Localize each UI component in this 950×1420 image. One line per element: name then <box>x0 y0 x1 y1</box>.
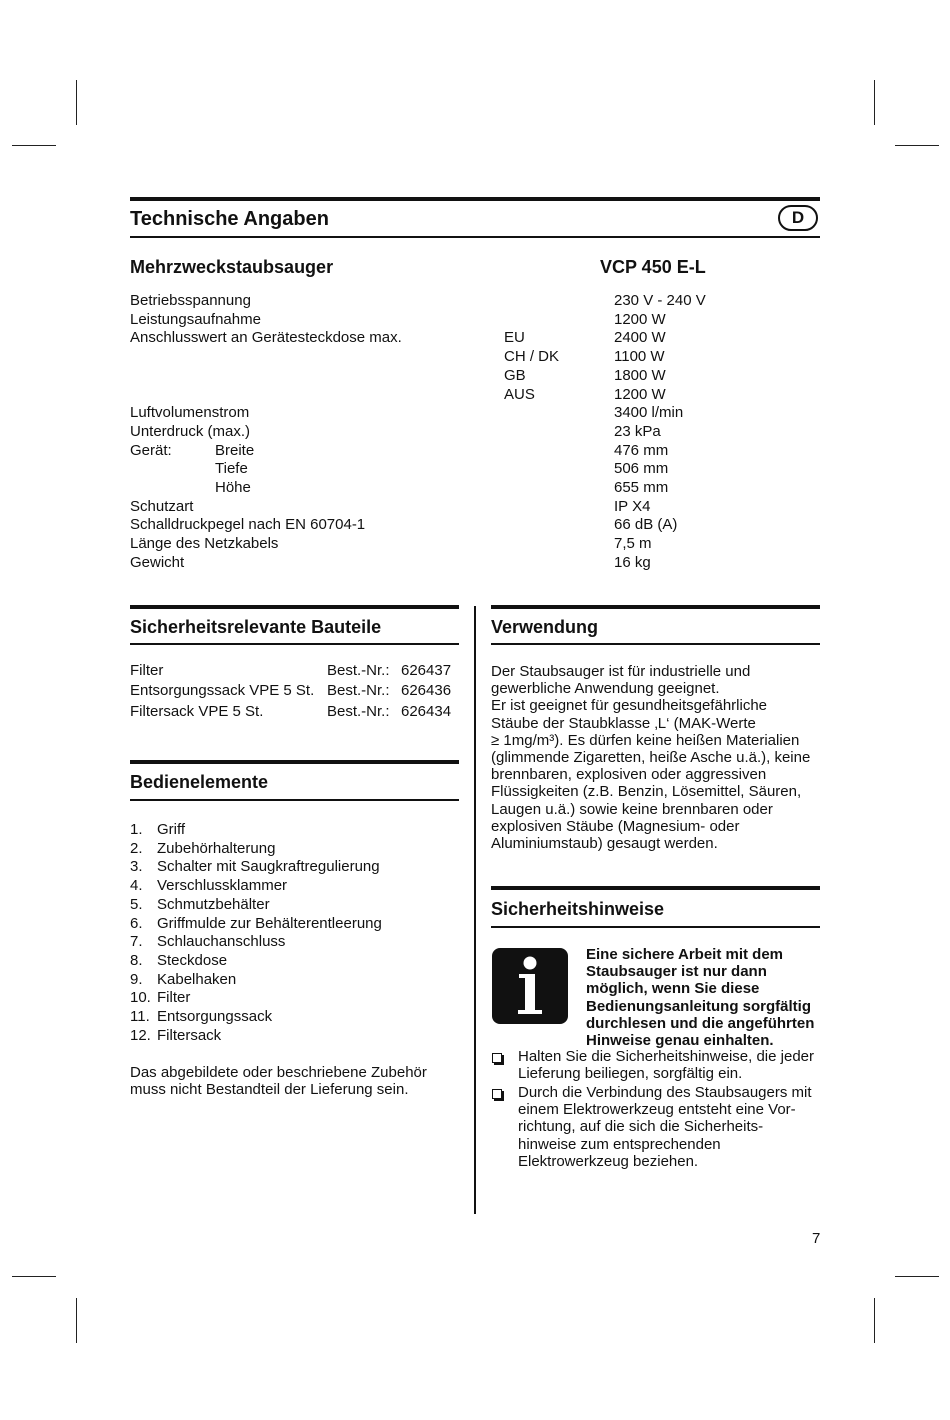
list-item-number: 12. <box>130 1026 151 1044</box>
intro-line: Staubsauger ist nur dann <box>586 963 767 981</box>
spec-value: 1200 W <box>614 310 666 328</box>
crop-mark <box>12 1276 56 1277</box>
list-item: Filter <box>157 989 191 1007</box>
crop-mark <box>874 1298 875 1343</box>
usage-text <box>491 663 810 852</box>
product-type-heading: Mehrzweckstaubsauger <box>130 257 334 277</box>
spec-sublabel: Tiefe <box>215 460 248 478</box>
spec-value: 2400 W <box>614 329 666 347</box>
bullet-line: hinweise zum entsprechenden <box>518 1135 721 1153</box>
spec-label: Anschlusswert an Gerätesteckdose max. <box>130 329 402 347</box>
spec-value: 506 mm <box>614 460 669 478</box>
usage-line: ≥ 1mg/m³). Es dürfen keine heißen Materialien <box>491 731 800 749</box>
spec-region: CH / DK <box>504 348 560 366</box>
list-item: Schlauchanschluss <box>157 933 286 951</box>
list-item: Verschlussklammer <box>157 877 288 895</box>
note-line: Das abgebildete oder beschriebene Zubehör <box>130 1064 427 1081</box>
bullet-line: Halten Sie die Sicherheitshinweise, die jeder <box>518 1048 815 1065</box>
note-line: muss nicht Bestandteil der Lieferung sein. <box>130 1081 409 1099</box>
information-icon <box>492 948 568 1024</box>
section-rule <box>130 605 459 609</box>
bullet-line: richtung, auf die sich die Sicherheits- <box>518 1118 764 1136</box>
section-rule <box>491 643 820 645</box>
section-rule <box>130 760 459 764</box>
list-item: Schalter mit Saugkraftregulierung <box>157 858 380 876</box>
bullet-line: Lieferung beiliegen, sorgfältig ein. <box>518 1065 743 1083</box>
spec-label: Schutzart <box>130 497 194 515</box>
spec-value: 655 mm <box>614 479 669 496</box>
safety-parts-heading: Sicherheitsrelevante Bauteile <box>130 617 382 637</box>
spec-value: 3400 l/min <box>614 404 684 422</box>
spec-label: Gewicht <box>130 553 185 571</box>
spec-label: Leistungsaufnahme <box>130 310 261 328</box>
list-item-number: 5. <box>130 895 143 913</box>
list-item-number: 8. <box>130 951 143 969</box>
accessory-note <box>130 1064 427 1098</box>
list-item-number: 4. <box>130 877 143 895</box>
spec-value: 23 kPa <box>614 422 661 440</box>
spec-label: Gerät: <box>130 441 172 459</box>
spec-value: 1200 W <box>614 385 666 403</box>
part-name: Filter <box>130 662 164 679</box>
language-badge: D <box>778 205 818 231</box>
section-rule <box>130 799 459 801</box>
spec-value: 7,5 m <box>614 535 652 553</box>
crop-mark <box>12 145 56 146</box>
spec-label: Unterdruck (max.) <box>130 422 251 440</box>
list-item-number: 11. <box>130 1008 150 1025</box>
crop-mark <box>76 1298 77 1343</box>
list-item-number: 7. <box>130 933 143 951</box>
usage-line: Flüssigkeiten (z.B. Benzin, Lösemittel, Säuren, <box>491 783 802 801</box>
spec-label: Betriebsspannung <box>130 292 251 309</box>
list-item: Kabelhaken <box>157 970 237 988</box>
model-heading: VCP 450 E-L <box>600 257 706 277</box>
usage-line: Stäube der Staubklasse ‚L‘ (MAK-Werte <box>491 714 756 732</box>
checkbox-bullet-icon <box>492 1053 502 1063</box>
list-item-number: 9. <box>130 970 143 988</box>
intro-line: Hinweise genau einhalten. <box>586 1032 774 1050</box>
part-order-label: Best.-Nr.: <box>327 682 390 700</box>
usage-line: (glimmende Zigaretten, heiße Asche u.ä.), keine <box>491 749 811 767</box>
spec-sublabel: Höhe <box>215 479 251 496</box>
section-rule <box>491 605 820 609</box>
section-rule <box>491 886 820 890</box>
spec-value: 66 dB (A) <box>614 516 678 534</box>
part-number: 626437 <box>401 662 452 679</box>
list-item: Griffmulde zur Behälterentleerung <box>157 914 382 932</box>
crop-mark <box>874 80 875 125</box>
usage-line: Er ist geeignet für gesundheitsgefährliche <box>491 697 768 715</box>
list-item-number: 6. <box>130 914 143 932</box>
bullet-item <box>518 1084 812 1170</box>
spec-region: GB <box>504 366 526 384</box>
safety-intro-text <box>586 946 814 1049</box>
spec-label: Luftvolumenstrom <box>130 404 250 422</box>
spec-value: 476 mm <box>614 441 669 459</box>
spec-value: 1100 W <box>614 348 665 366</box>
crop-mark <box>895 145 939 146</box>
usage-line: Laugen u.ä.) sowie keine brennbaren oder <box>491 800 773 818</box>
part-name: Filtersack VPE 5 St. <box>130 702 264 720</box>
usage-line: explosiven Stäube (Magnesium- oder <box>491 817 740 835</box>
part-order-label: Best.-Nr.: <box>327 662 390 679</box>
spec-value: 1800 W <box>614 366 666 384</box>
part-name: Entsorgungssack VPE 5 St. <box>130 682 315 700</box>
list-item: Schmutzbehälter <box>157 895 270 913</box>
part-number: 626436 <box>401 682 452 700</box>
crop-mark <box>76 80 77 125</box>
usage-line: Der Staubsauger ist für industrielle und <box>491 663 751 680</box>
safety-notes-heading: Sicherheitshinweise <box>491 899 665 919</box>
crop-mark <box>895 1276 939 1277</box>
intro-line: Eine sichere Arbeit mit dem <box>586 946 784 963</box>
part-order-label: Best.-Nr.: <box>327 702 390 720</box>
intro-line: möglich, wenn Sie diese <box>586 980 760 998</box>
list-item-number: 1. <box>130 821 143 838</box>
spec-label: Länge des Netzkabels <box>130 535 279 553</box>
bullet-line: einem Elektrowerkzeug entsteht eine Vor- <box>518 1101 796 1119</box>
list-item: Griff <box>157 821 186 838</box>
section-rule <box>491 926 820 928</box>
list-item-number: 2. <box>130 839 143 857</box>
header-rule-top <box>130 197 820 201</box>
checkbox-bullet-icon <box>492 1089 502 1099</box>
section-rule <box>130 643 459 645</box>
usage-line: Aluminiumstaub) gesaugt werden. <box>491 835 718 853</box>
bullet-line: Elektrowerkzeug beziehen. <box>518 1152 699 1170</box>
bullet-line: Durch die Verbindung des Staubsaugers mit <box>518 1083 812 1101</box>
header-rule-bottom <box>130 236 820 238</box>
spec-sublabel: Breite <box>215 441 255 459</box>
part-number: 626434 <box>401 702 452 720</box>
spec-value: IP X4 <box>614 497 651 515</box>
spec-label: Schalldruckpegel nach EN 60704-1 <box>130 516 366 534</box>
spec-region: EU <box>504 329 525 347</box>
usage-line: brennbaren, explosiven oder aggressiven <box>491 766 767 784</box>
spec-value: 230 V - 240 V <box>614 292 706 309</box>
controls-heading: Bedienelemente <box>130 772 269 792</box>
list-item: Steckdose <box>157 951 228 969</box>
spec-value: 16 kg <box>614 553 651 571</box>
intro-line: Bedienungsanleitung sorgfältig <box>586 997 812 1015</box>
spec-region: AUS <box>504 385 535 403</box>
list-item-number: 10. <box>130 989 151 1007</box>
list-item: Zubehörhalterung <box>157 839 276 857</box>
usage-line: gewerbliche Anwendung geeignet. <box>491 680 720 698</box>
column-divider <box>474 606 476 1214</box>
usage-heading: Verwendung <box>491 617 599 637</box>
intro-line: durchlesen und die angeführten <box>586 1014 815 1032</box>
bullet-item <box>518 1048 814 1082</box>
page-title: Technische Angaben <box>130 208 329 230</box>
list-item: Filtersack <box>157 1026 222 1044</box>
list-item-number: 3. <box>130 858 143 876</box>
page-number: 7 <box>812 1230 821 1247</box>
list-item: Entsorgungssack <box>157 1008 273 1025</box>
